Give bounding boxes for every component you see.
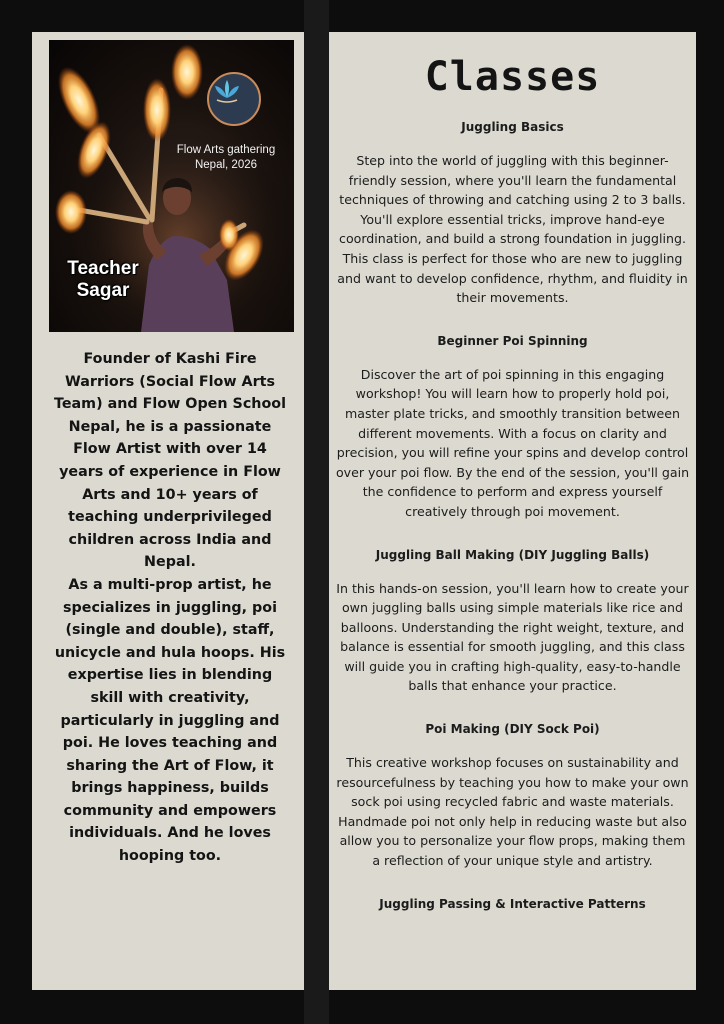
teacher-panel [32, 32, 304, 990]
photo-caption [165, 143, 287, 173]
classes-panel [329, 32, 696, 990]
bio-paragraph: Founder of Kashi Fire Warriors (Social Flow Arts Team) and Flow Open School Nepal, he is a passionate Flow Artist with over 14 years of experience in Flow Arts and 10+ years of teaching underprivileged children across India and Nepal. [53, 351, 287, 571]
teacher-bio [50, 348, 290, 868]
class-description: Step into the world of juggling with this beginner-friendly session, where you'll learn the fundamental techniques of throwing and catching using 2 to 3 balls. You'll explore essential tricks, improve hand-eye coordination, and build a strong foundation in juggling. This class is perfect for those who are new to juggling and want to develop confidence, rhythm, and fluidity in their movements. [337, 153, 688, 306]
class-item [335, 895, 690, 913]
bio-paragraph: As a multi-prop artist, he specializes in juggling, poi (single and double), staff, unicycle and hula hoops. His expertise lies in blending skill with creativity, particularly in juggling and poi. He loves teaching and sharing the Art of Flow, it brings happiness, builds community and empowers individuals. And he loves hooping too. [54, 576, 286, 865]
class-item [335, 720, 690, 871]
classes-title: Classes [424, 54, 601, 100]
photo-caption-line2: Nepal, 2026 [194, 159, 258, 171]
teacher-photo [49, 40, 294, 332]
class-name: Juggling Passing & Interactive Patterns [379, 896, 646, 911]
class-item [335, 118, 690, 308]
teacher-name-line2: Sagar [76, 280, 130, 301]
class-name: Juggling Basics [461, 120, 564, 134]
class-name: Beginner Poi Spinning [437, 333, 588, 348]
class-description: This creative workshop focuses on sustainability and resourcefulness by teaching you how to make your own sock poi using recycled fabric and waste materials. Handmade poi not only help in reducing waste but also allow you to personalize your flow props, making them a reflection of your unique style and artistry. [336, 755, 689, 869]
class-item [335, 546, 690, 697]
class-description: In this hands-on session, you'll learn how to create your own juggling balls using simple materials like rice and balloons. Understanding the right weight, texture, and balance is essential for smooth juggling, and this class will guide you in crafting high-quality, easy-to-handle balls that enhance your practice. [336, 580, 689, 694]
photo-caption-line1: Flow Arts gathering [176, 144, 276, 156]
class-name: Poi Making (DIY Sock Poi) [425, 722, 600, 737]
class-name: Juggling Ball Making (DIY Juggling Balls) [375, 547, 650, 562]
teacher-name-line1: Teacher [67, 258, 139, 279]
panel-divider [304, 0, 329, 1024]
class-description: Discover the art of poi spinning in this engaging workshop! You will learn how to properly hold poi, master plate tricks, and smoothly transition between different movements. With a focus on clarity and precision, you will refine your spins and develop control over your poi flow. By the end of the session, you'll gain the confidence to perform and express yourself creatively through poi movement. [335, 366, 690, 519]
class-item [335, 332, 690, 522]
teacher-name [63, 258, 143, 302]
classes-list [335, 118, 690, 913]
lotus-logo-icon [207, 72, 261, 126]
